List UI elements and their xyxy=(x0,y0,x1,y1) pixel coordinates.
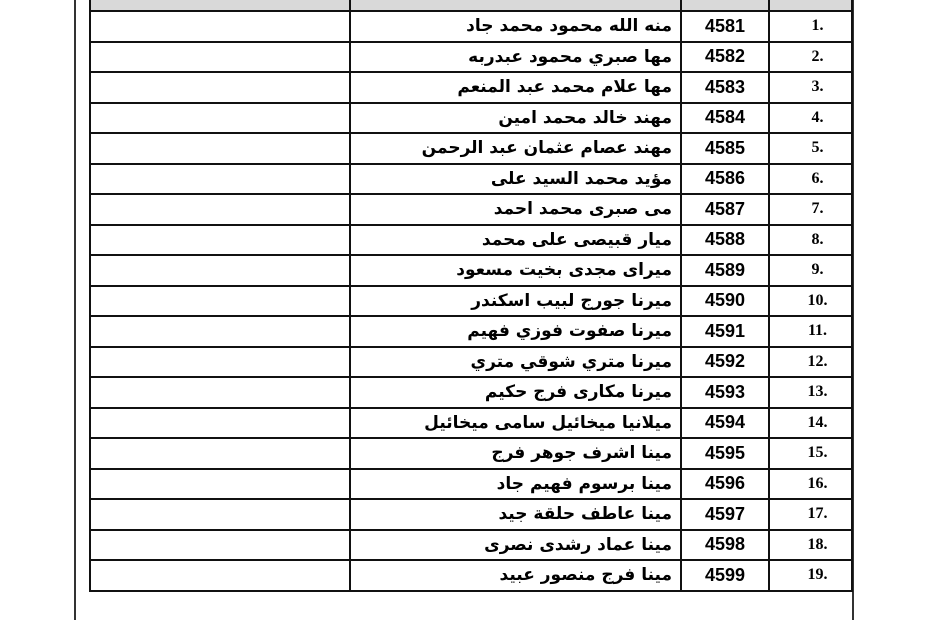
student-name-cell: ميرنا مكارى فرج حكيم xyxy=(350,377,681,408)
student-roster-table xyxy=(89,0,853,592)
student-name-cell: ميرنا صفوت فوزي فهيم xyxy=(350,316,681,347)
notes-cell xyxy=(90,42,350,73)
table-header-row xyxy=(90,0,852,11)
student-code-cell: 4598 xyxy=(681,530,769,561)
row-number-cell: 7. xyxy=(769,194,852,225)
student-code-cell: 4581 xyxy=(681,11,769,42)
table-row xyxy=(90,42,852,73)
table-row xyxy=(90,255,852,286)
table-row xyxy=(90,133,852,164)
student-code-cell: 4589 xyxy=(681,255,769,286)
student-code-cell: 4595 xyxy=(681,438,769,469)
row-number-cell: 2. xyxy=(769,42,852,73)
table-row xyxy=(90,286,852,317)
notes-cell xyxy=(90,499,350,530)
page-border-left xyxy=(74,0,76,620)
student-name-cell: منه الله محمود محمد جاد xyxy=(350,11,681,42)
notes-cell xyxy=(90,286,350,317)
row-number-cell: 13. xyxy=(769,377,852,408)
notes-cell xyxy=(90,11,350,42)
notes-cell xyxy=(90,377,350,408)
notes-cell xyxy=(90,316,350,347)
student-name-cell: مهند خالد محمد امين xyxy=(350,103,681,134)
student-name-cell: مهند عصام عثمان عبد الرحمن xyxy=(350,133,681,164)
student-code-cell: 4591 xyxy=(681,316,769,347)
student-code-cell: 4587 xyxy=(681,194,769,225)
row-number-cell: 1. xyxy=(769,11,852,42)
student-code-cell: 4592 xyxy=(681,347,769,378)
student-name-cell: ميار قبيصى على محمد xyxy=(350,225,681,256)
row-number-cell: 19. xyxy=(769,560,852,591)
table-row xyxy=(90,438,852,469)
student-name-cell: مؤيد محمد السيد على xyxy=(350,164,681,195)
student-name-cell: مينا برسوم فهيم جاد xyxy=(350,469,681,500)
row-number-cell: 5. xyxy=(769,133,852,164)
notes-cell xyxy=(90,408,350,439)
row-number-cell: 8. xyxy=(769,225,852,256)
notes-cell xyxy=(90,255,350,286)
student-name-cell: مينا اشرف جوهر فرج xyxy=(350,438,681,469)
table-row xyxy=(90,316,852,347)
table-row xyxy=(90,377,852,408)
student-code-cell: 4582 xyxy=(681,42,769,73)
row-number-cell: 16. xyxy=(769,469,852,500)
notes-cell xyxy=(90,164,350,195)
table-row xyxy=(90,469,852,500)
table-row xyxy=(90,347,852,378)
table-row xyxy=(90,194,852,225)
table-row xyxy=(90,560,852,591)
student-code-cell: 4583 xyxy=(681,72,769,103)
row-number-cell: 10. xyxy=(769,286,852,317)
notes-cell xyxy=(90,347,350,378)
header-name-cell xyxy=(350,0,681,11)
student-name-cell: مينا فرج منصور عبيد xyxy=(350,560,681,591)
row-number-cell: 4. xyxy=(769,103,852,134)
row-number-cell: 6. xyxy=(769,164,852,195)
student-code-cell: 4596 xyxy=(681,469,769,500)
row-number-cell: 11. xyxy=(769,316,852,347)
student-code-cell: 4593 xyxy=(681,377,769,408)
notes-cell xyxy=(90,438,350,469)
row-number-cell: 15. xyxy=(769,438,852,469)
student-code-cell: 4588 xyxy=(681,225,769,256)
row-number-cell: 3. xyxy=(769,72,852,103)
notes-cell xyxy=(90,560,350,591)
notes-cell xyxy=(90,72,350,103)
table-row xyxy=(90,72,852,103)
row-number-cell: 9. xyxy=(769,255,852,286)
header-notes-cell xyxy=(90,0,350,11)
notes-cell xyxy=(90,530,350,561)
notes-cell xyxy=(90,194,350,225)
student-name-cell: مينا عماد رشدى نصرى xyxy=(350,530,681,561)
student-code-cell: 4599 xyxy=(681,560,769,591)
table-row xyxy=(90,11,852,42)
student-name-cell: ميرنا متري شوقي متري xyxy=(350,347,681,378)
student-name-cell: مها علام محمد عبد المنعم xyxy=(350,72,681,103)
row-number-cell: 18. xyxy=(769,530,852,561)
notes-cell xyxy=(90,225,350,256)
notes-cell xyxy=(90,133,350,164)
student-code-cell: 4586 xyxy=(681,164,769,195)
notes-cell xyxy=(90,469,350,500)
notes-cell xyxy=(90,103,350,134)
student-code-cell: 4585 xyxy=(681,133,769,164)
header-code-cell xyxy=(681,0,769,11)
row-number-cell: 14. xyxy=(769,408,852,439)
row-number-cell: 17. xyxy=(769,499,852,530)
student-name-cell: ميلانيا ميخائيل سامى ميخائيل xyxy=(350,408,681,439)
table-row xyxy=(90,164,852,195)
table-row xyxy=(90,408,852,439)
header-number-cell xyxy=(769,0,852,11)
student-name-cell: مها صبري محمود عبدربه xyxy=(350,42,681,73)
table-row xyxy=(90,530,852,561)
student-name-cell: مينا عاطف حلقة جيد xyxy=(350,499,681,530)
student-code-cell: 4594 xyxy=(681,408,769,439)
table-row xyxy=(90,499,852,530)
student-name-cell: مى صبرى محمد احمد xyxy=(350,194,681,225)
row-number-cell: 12. xyxy=(769,347,852,378)
student-name-cell: ميرنا جورج لبيب اسكندر xyxy=(350,286,681,317)
student-code-cell: 4597 xyxy=(681,499,769,530)
table-row xyxy=(90,225,852,256)
student-code-cell: 4584 xyxy=(681,103,769,134)
student-code-cell: 4590 xyxy=(681,286,769,317)
table-row xyxy=(90,103,852,134)
student-name-cell: ميراى مجدى بخيت مسعود xyxy=(350,255,681,286)
